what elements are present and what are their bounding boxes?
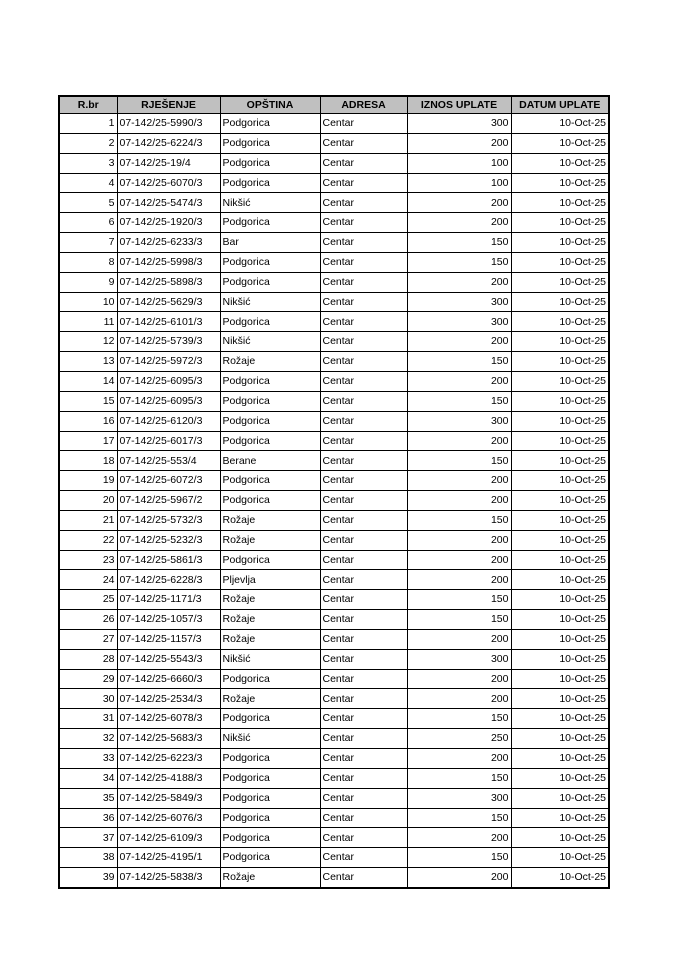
cell-rbr: 31: [59, 709, 117, 729]
cell-opstina: Nikšić: [220, 292, 320, 312]
cell-rjesenje: 07-142/25-6072/3: [117, 471, 220, 491]
cell-adresa: Centar: [320, 808, 407, 828]
table-row: [59, 649, 609, 669]
cell-rbr: 19: [59, 471, 117, 491]
cell-rjesenje: 07-142/25-4195/1: [117, 848, 220, 868]
cell-opstina: Pljevlja: [220, 570, 320, 590]
cell-rjesenje: 07-142/25-5898/3: [117, 272, 220, 292]
cell-rjesenje: 07-142/25-6078/3: [117, 709, 220, 729]
table-row: [59, 252, 609, 272]
cell-rbr: 34: [59, 768, 117, 788]
cell-rjesenje: 07-142/25-5683/3: [117, 729, 220, 749]
cell-opstina: Podgorica: [220, 808, 320, 828]
header-row: [59, 96, 609, 114]
cell-iznos-uplate: 300: [407, 649, 511, 669]
table-row: [59, 451, 609, 471]
cell-iznos-uplate: 150: [407, 510, 511, 530]
cell-rbr: 16: [59, 411, 117, 431]
cell-iznos-uplate: 100: [407, 173, 511, 193]
cell-rbr: 38: [59, 848, 117, 868]
table-row: [59, 193, 609, 213]
cell-iznos-uplate: 250: [407, 729, 511, 749]
table-row: [59, 550, 609, 570]
cell-rjesenje: 07-142/25-6101/3: [117, 312, 220, 332]
cell-adresa: Centar: [320, 292, 407, 312]
cell-rbr: 4: [59, 173, 117, 193]
cell-rjesenje: 07-142/25-5543/3: [117, 649, 220, 669]
cell-datum-uplate: 10-Oct-25: [511, 510, 609, 530]
table-row: [59, 570, 609, 590]
table-row: [59, 153, 609, 173]
cell-datum-uplate: 10-Oct-25: [511, 749, 609, 769]
cell-adresa: Centar: [320, 649, 407, 669]
cell-datum-uplate: 10-Oct-25: [511, 610, 609, 630]
cell-adresa: Centar: [320, 749, 407, 769]
cell-iznos-uplate: 200: [407, 193, 511, 213]
table-row: [59, 610, 609, 630]
cell-rbr: 13: [59, 352, 117, 372]
cell-adresa: Centar: [320, 530, 407, 550]
cell-adresa: Centar: [320, 411, 407, 431]
cell-rjesenje: 07-142/25-6095/3: [117, 391, 220, 411]
table-row: [59, 669, 609, 689]
cell-opstina: Podgorica: [220, 491, 320, 511]
cell-iznos-uplate: 200: [407, 669, 511, 689]
cell-rbr: 28: [59, 649, 117, 669]
cell-iznos-uplate: 150: [407, 610, 511, 630]
cell-iznos-uplate: 150: [407, 590, 511, 610]
cell-iznos-uplate: 200: [407, 749, 511, 769]
cell-datum-uplate: 10-Oct-25: [511, 530, 609, 550]
table-row: [59, 709, 609, 729]
cell-rbr: 14: [59, 371, 117, 391]
cell-datum-uplate: 10-Oct-25: [511, 332, 609, 352]
cell-adresa: Centar: [320, 233, 407, 253]
cell-datum-uplate: 10-Oct-25: [511, 133, 609, 153]
cell-rbr: 33: [59, 749, 117, 769]
cell-iznos-uplate: 200: [407, 471, 511, 491]
cell-iznos-uplate: 100: [407, 153, 511, 173]
cell-iznos-uplate: 300: [407, 114, 511, 134]
cell-opstina: Podgorica: [220, 153, 320, 173]
table-row: [59, 788, 609, 808]
cell-rjesenje: 07-142/25-5990/3: [117, 114, 220, 134]
cell-datum-uplate: 10-Oct-25: [511, 312, 609, 332]
header-adresa: ADRESA: [320, 96, 407, 114]
cell-datum-uplate: 10-Oct-25: [511, 590, 609, 610]
cell-opstina: Rožaje: [220, 868, 320, 888]
cell-adresa: Centar: [320, 153, 407, 173]
cell-iznos-uplate: 200: [407, 868, 511, 888]
cell-adresa: Centar: [320, 610, 407, 630]
cell-datum-uplate: 10-Oct-25: [511, 788, 609, 808]
table-row: [59, 431, 609, 451]
table-row: [59, 590, 609, 610]
cell-datum-uplate: 10-Oct-25: [511, 173, 609, 193]
cell-datum-uplate: 10-Oct-25: [511, 669, 609, 689]
cell-rbr: 17: [59, 431, 117, 451]
cell-rbr: 22: [59, 530, 117, 550]
header-datum-uplate: DATUM UPLATE: [511, 96, 609, 114]
cell-datum-uplate: 10-Oct-25: [511, 252, 609, 272]
table-row: [59, 114, 609, 134]
cell-rjesenje: 07-142/25-1920/3: [117, 213, 220, 233]
cell-iznos-uplate: 200: [407, 431, 511, 451]
cell-opstina: Podgorica: [220, 828, 320, 848]
cell-rbr: 25: [59, 590, 117, 610]
cell-datum-uplate: 10-Oct-25: [511, 848, 609, 868]
cell-iznos-uplate: 300: [407, 411, 511, 431]
cell-rbr: 27: [59, 629, 117, 649]
table-row: [59, 689, 609, 709]
cell-rbr: 8: [59, 252, 117, 272]
cell-opstina: Rožaje: [220, 689, 320, 709]
cell-adresa: Centar: [320, 629, 407, 649]
cell-datum-uplate: 10-Oct-25: [511, 431, 609, 451]
cell-opstina: Podgorica: [220, 114, 320, 134]
cell-iznos-uplate: 200: [407, 133, 511, 153]
cell-datum-uplate: 10-Oct-25: [511, 709, 609, 729]
cell-adresa: Centar: [320, 431, 407, 451]
cell-opstina: Podgorica: [220, 749, 320, 769]
cell-adresa: Centar: [320, 312, 407, 332]
table-row: [59, 530, 609, 550]
table-row: [59, 272, 609, 292]
cell-rbr: 11: [59, 312, 117, 332]
cell-rjesenje: 07-142/25-1157/3: [117, 629, 220, 649]
cell-iznos-uplate: 200: [407, 550, 511, 570]
cell-rjesenje: 07-142/25-5629/3: [117, 292, 220, 312]
table-body: [59, 114, 609, 888]
cell-datum-uplate: 10-Oct-25: [511, 471, 609, 491]
cell-rjesenje: 07-142/25-6233/3: [117, 233, 220, 253]
cell-datum-uplate: 10-Oct-25: [511, 391, 609, 411]
cell-iznos-uplate: 150: [407, 848, 511, 868]
cell-opstina: Podgorica: [220, 272, 320, 292]
cell-datum-uplate: 10-Oct-25: [511, 649, 609, 669]
cell-adresa: Centar: [320, 391, 407, 411]
cell-opstina: Podgorica: [220, 133, 320, 153]
table-row: [59, 391, 609, 411]
cell-datum-uplate: 10-Oct-25: [511, 451, 609, 471]
cell-datum-uplate: 10-Oct-25: [511, 114, 609, 134]
cell-adresa: Centar: [320, 252, 407, 272]
cell-rjesenje: 07-142/25-6224/3: [117, 133, 220, 153]
header-rbr: R.br: [59, 96, 117, 114]
cell-opstina: Nikšić: [220, 649, 320, 669]
cell-adresa: Centar: [320, 491, 407, 511]
cell-rjesenje: 07-142/25-6223/3: [117, 749, 220, 769]
cell-datum-uplate: 10-Oct-25: [511, 193, 609, 213]
table-row: [59, 371, 609, 391]
cell-iznos-uplate: 150: [407, 233, 511, 253]
cell-adresa: Centar: [320, 868, 407, 888]
cell-rbr: 18: [59, 451, 117, 471]
cell-opstina: Bar: [220, 233, 320, 253]
table-row: [59, 173, 609, 193]
cell-adresa: Centar: [320, 193, 407, 213]
cell-adresa: Centar: [320, 729, 407, 749]
cell-iznos-uplate: 200: [407, 272, 511, 292]
cell-datum-uplate: 10-Oct-25: [511, 292, 609, 312]
cell-iznos-uplate: 150: [407, 252, 511, 272]
cell-rbr: 23: [59, 550, 117, 570]
cell-rbr: 21: [59, 510, 117, 530]
cell-datum-uplate: 10-Oct-25: [511, 868, 609, 888]
cell-opstina: Podgorica: [220, 550, 320, 570]
cell-opstina: Podgorica: [220, 391, 320, 411]
cell-rbr: 37: [59, 828, 117, 848]
cell-opstina: Podgorica: [220, 252, 320, 272]
cell-rbr: 39: [59, 868, 117, 888]
cell-datum-uplate: 10-Oct-25: [511, 352, 609, 372]
table-row: [59, 491, 609, 511]
cell-rbr: 35: [59, 788, 117, 808]
cell-datum-uplate: 10-Oct-25: [511, 550, 609, 570]
cell-iznos-uplate: 200: [407, 491, 511, 511]
table-row: [59, 292, 609, 312]
cell-rbr: 36: [59, 808, 117, 828]
cell-opstina: Podgorica: [220, 431, 320, 451]
cell-opstina: Podgorica: [220, 848, 320, 868]
cell-rbr: 3: [59, 153, 117, 173]
table-row: [59, 768, 609, 788]
cell-rbr: 9: [59, 272, 117, 292]
cell-rbr: 10: [59, 292, 117, 312]
table-row: [59, 411, 609, 431]
table-row: [59, 749, 609, 769]
cell-rjesenje: 07-142/25-19/4: [117, 153, 220, 173]
cell-rjesenje: 07-142/25-4188/3: [117, 768, 220, 788]
cell-iznos-uplate: 150: [407, 709, 511, 729]
cell-adresa: Centar: [320, 590, 407, 610]
cell-iznos-uplate: 150: [407, 768, 511, 788]
cell-rjesenje: 07-142/25-6070/3: [117, 173, 220, 193]
payments-table: [58, 95, 610, 889]
cell-adresa: Centar: [320, 669, 407, 689]
cell-datum-uplate: 10-Oct-25: [511, 491, 609, 511]
cell-opstina: Rožaje: [220, 510, 320, 530]
cell-opstina: Berane: [220, 451, 320, 471]
cell-rjesenje: 07-142/25-5972/3: [117, 352, 220, 372]
cell-rbr: 15: [59, 391, 117, 411]
table-row: [59, 848, 609, 868]
cell-adresa: Centar: [320, 451, 407, 471]
cell-rjesenje: 07-142/25-5732/3: [117, 510, 220, 530]
cell-rjesenje: 07-142/25-5838/3: [117, 868, 220, 888]
cell-opstina: Rožaje: [220, 629, 320, 649]
cell-rbr: 29: [59, 669, 117, 689]
cell-opstina: Podgorica: [220, 669, 320, 689]
cell-adresa: Centar: [320, 689, 407, 709]
cell-datum-uplate: 10-Oct-25: [511, 233, 609, 253]
cell-rjesenje: 07-142/25-5232/3: [117, 530, 220, 550]
table-row: [59, 332, 609, 352]
table-row: [59, 828, 609, 848]
cell-iznos-uplate: 200: [407, 689, 511, 709]
cell-rbr: 20: [59, 491, 117, 511]
table-row: [59, 213, 609, 233]
cell-opstina: Rožaje: [220, 352, 320, 372]
cell-iznos-uplate: 200: [407, 570, 511, 590]
cell-iznos-uplate: 150: [407, 808, 511, 828]
table-row: [59, 868, 609, 888]
cell-rjesenje: 07-142/25-5998/3: [117, 252, 220, 272]
cell-rbr: 26: [59, 610, 117, 630]
table-row: [59, 510, 609, 530]
table-row: [59, 233, 609, 253]
cell-datum-uplate: 10-Oct-25: [511, 689, 609, 709]
cell-iznos-uplate: 300: [407, 788, 511, 808]
cell-datum-uplate: 10-Oct-25: [511, 629, 609, 649]
cell-rjesenje: 07-142/25-5861/3: [117, 550, 220, 570]
cell-rbr: 5: [59, 193, 117, 213]
cell-rbr: 6: [59, 213, 117, 233]
table-row: [59, 352, 609, 372]
table-row: [59, 133, 609, 153]
header-rjesenje: RJEŠENJE: [117, 96, 220, 114]
cell-iznos-uplate: 200: [407, 371, 511, 391]
cell-rjesenje: 07-142/25-6660/3: [117, 669, 220, 689]
cell-adresa: Centar: [320, 114, 407, 134]
cell-adresa: Centar: [320, 788, 407, 808]
cell-rjesenje: 07-142/25-1057/3: [117, 610, 220, 630]
cell-adresa: Centar: [320, 768, 407, 788]
cell-rjesenje: 07-142/25-6228/3: [117, 570, 220, 590]
cell-opstina: Rožaje: [220, 590, 320, 610]
cell-opstina: Nikšić: [220, 332, 320, 352]
cell-datum-uplate: 10-Oct-25: [511, 272, 609, 292]
cell-datum-uplate: 10-Oct-25: [511, 153, 609, 173]
cell-adresa: Centar: [320, 570, 407, 590]
cell-rjesenje: 07-142/25-6120/3: [117, 411, 220, 431]
cell-iznos-uplate: 150: [407, 451, 511, 471]
cell-adresa: Centar: [320, 848, 407, 868]
cell-iznos-uplate: 150: [407, 391, 511, 411]
cell-rbr: 2: [59, 133, 117, 153]
cell-datum-uplate: 10-Oct-25: [511, 213, 609, 233]
cell-iznos-uplate: 200: [407, 828, 511, 848]
table-row: [59, 629, 609, 649]
cell-rjesenje: 07-142/25-6095/3: [117, 371, 220, 391]
cell-rbr: 30: [59, 689, 117, 709]
cell-opstina: Podgorica: [220, 709, 320, 729]
cell-iznos-uplate: 200: [407, 213, 511, 233]
cell-opstina: Podgorica: [220, 471, 320, 491]
cell-rbr: 24: [59, 570, 117, 590]
cell-opstina: Rožaje: [220, 610, 320, 630]
cell-adresa: Centar: [320, 371, 407, 391]
cell-rjesenje: 07-142/25-6017/3: [117, 431, 220, 451]
cell-opstina: Podgorica: [220, 173, 320, 193]
table-row: [59, 808, 609, 828]
table-row: [59, 471, 609, 491]
cell-rjesenje: 07-142/25-5739/3: [117, 332, 220, 352]
cell-adresa: Centar: [320, 828, 407, 848]
cell-datum-uplate: 10-Oct-25: [511, 729, 609, 749]
cell-datum-uplate: 10-Oct-25: [511, 828, 609, 848]
cell-rjesenje: 07-142/25-5967/2: [117, 491, 220, 511]
cell-iznos-uplate: 150: [407, 352, 511, 372]
cell-adresa: Centar: [320, 332, 407, 352]
cell-opstina: Podgorica: [220, 371, 320, 391]
cell-datum-uplate: 10-Oct-25: [511, 808, 609, 828]
cell-adresa: Centar: [320, 133, 407, 153]
table-row: [59, 729, 609, 749]
cell-iznos-uplate: 200: [407, 332, 511, 352]
cell-iznos-uplate: 200: [407, 530, 511, 550]
cell-opstina: Nikšić: [220, 729, 320, 749]
cell-opstina: Podgorica: [220, 768, 320, 788]
cell-adresa: Centar: [320, 709, 407, 729]
cell-rjesenje: 07-142/25-553/4: [117, 451, 220, 471]
cell-opstina: Rožaje: [220, 530, 320, 550]
cell-rbr: 32: [59, 729, 117, 749]
cell-rbr: 7: [59, 233, 117, 253]
header-iznos-uplate: IZNOS UPLATE: [407, 96, 511, 114]
cell-rjesenje: 07-142/25-2534/3: [117, 689, 220, 709]
cell-iznos-uplate: 300: [407, 292, 511, 312]
cell-opstina: Podgorica: [220, 788, 320, 808]
cell-adresa: Centar: [320, 471, 407, 491]
cell-datum-uplate: 10-Oct-25: [511, 371, 609, 391]
cell-adresa: Centar: [320, 213, 407, 233]
cell-adresa: Centar: [320, 550, 407, 570]
header-opstina: OPŠTINA: [220, 96, 320, 114]
cell-rjesenje: 07-142/25-6076/3: [117, 808, 220, 828]
table-header: [59, 96, 609, 114]
cell-rbr: 12: [59, 332, 117, 352]
cell-rjesenje: 07-142/25-5849/3: [117, 788, 220, 808]
cell-rjesenje: 07-142/25-6109/3: [117, 828, 220, 848]
cell-opstina: Nikšić: [220, 193, 320, 213]
cell-datum-uplate: 10-Oct-25: [511, 411, 609, 431]
cell-adresa: Centar: [320, 272, 407, 292]
cell-adresa: Centar: [320, 173, 407, 193]
cell-opstina: Podgorica: [220, 312, 320, 332]
cell-adresa: Centar: [320, 352, 407, 372]
cell-adresa: Centar: [320, 510, 407, 530]
cell-opstina: Podgorica: [220, 411, 320, 431]
cell-datum-uplate: 10-Oct-25: [511, 570, 609, 590]
cell-rbr: 1: [59, 114, 117, 134]
cell-iznos-uplate: 300: [407, 312, 511, 332]
cell-datum-uplate: 10-Oct-25: [511, 768, 609, 788]
table-row: [59, 312, 609, 332]
cell-opstina: Podgorica: [220, 213, 320, 233]
cell-iznos-uplate: 200: [407, 629, 511, 649]
cell-rjesenje: 07-142/25-1171/3: [117, 590, 220, 610]
cell-rjesenje: 07-142/25-5474/3: [117, 193, 220, 213]
